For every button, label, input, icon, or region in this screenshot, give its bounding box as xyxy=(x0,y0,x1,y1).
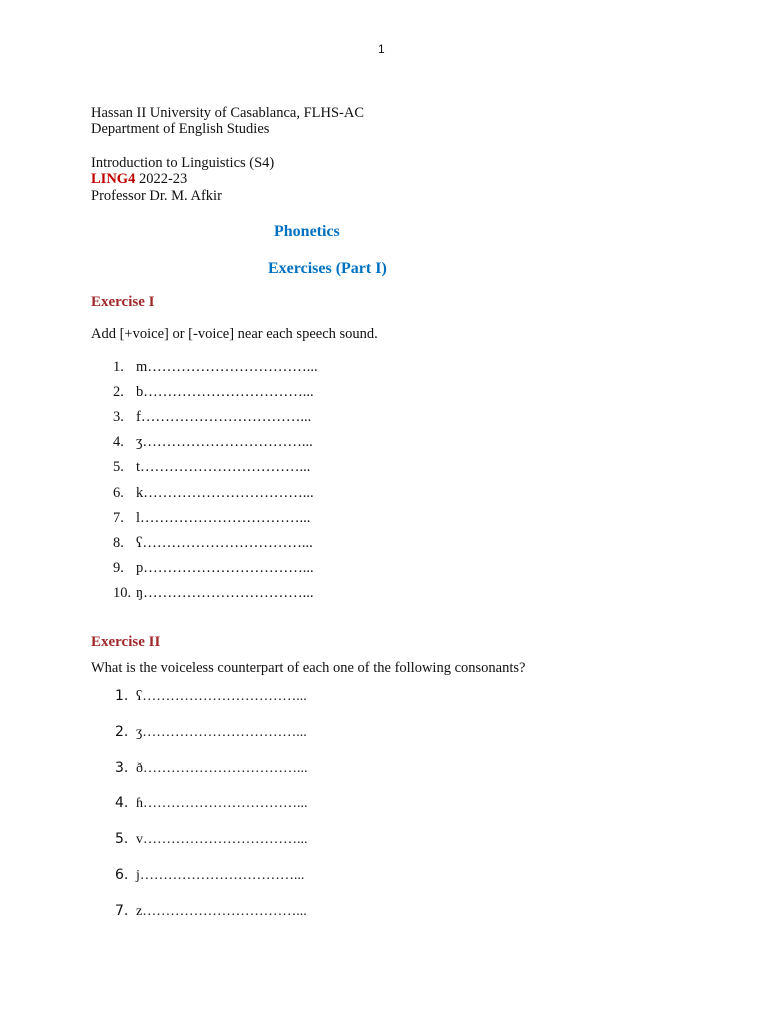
list-item xyxy=(113,585,314,601)
course-code: LING4 xyxy=(91,171,136,187)
list-item xyxy=(113,359,318,375)
list-item xyxy=(115,724,307,741)
list-item-number: 2. xyxy=(113,384,124,401)
course-title: Introduction to Linguistics (S4) xyxy=(91,155,275,171)
list-item-number: 1. xyxy=(113,359,124,375)
list-item-text: ʒ……………………………... xyxy=(136,724,307,740)
list-item-number: 9. xyxy=(113,559,124,576)
list-item-text: ʒ……………………………... xyxy=(136,434,313,451)
list-item-number: 10. xyxy=(113,584,132,601)
list-item xyxy=(113,510,310,526)
list-item xyxy=(113,535,313,551)
course-line xyxy=(91,171,187,187)
list-item-number: 3. xyxy=(115,759,129,776)
list-item xyxy=(115,867,304,884)
exercise1-heading: Exercise I xyxy=(91,294,155,310)
exercise1-instruction: Add [+voice] or [-voice] near each speech sound. xyxy=(91,326,378,342)
list-item xyxy=(113,485,314,501)
list-item-text: p……………………………... xyxy=(136,559,314,576)
list-item-text: t……………………………... xyxy=(136,459,311,476)
list-item-number: 4. xyxy=(113,434,124,451)
page-number: 1 xyxy=(378,42,385,56)
department-name: Department of English Studies xyxy=(91,121,270,137)
list-item-number: 1. xyxy=(115,688,129,704)
list-item xyxy=(115,688,307,705)
list-item-number: 5. xyxy=(115,831,129,848)
list-item-text: m……………………………... xyxy=(136,359,318,375)
list-item-text: l……………………………... xyxy=(136,509,311,526)
list-item-text: f……………………………... xyxy=(136,409,312,426)
list-item-text: ð……………………………... xyxy=(136,760,308,776)
list-item-number: 7. xyxy=(115,902,129,919)
professor-name: Professor Dr. M. Afkir xyxy=(91,188,222,204)
list-item-text: j……………………………... xyxy=(136,868,305,883)
list-item-text: ŋ……………………………... xyxy=(136,584,314,601)
list-item xyxy=(115,903,307,920)
list-item xyxy=(113,560,314,576)
list-item-number: 4. xyxy=(115,795,129,812)
list-item-number: 2. xyxy=(115,723,129,740)
list-item-text: k……………………………... xyxy=(136,484,314,501)
academic-year: 2022-23 xyxy=(135,171,188,187)
exercise2-heading: Exercise II xyxy=(91,634,161,650)
page-title: Phonetics xyxy=(274,223,340,240)
list-item-number: 8. xyxy=(113,534,124,551)
list-item-text: ɦ……………………………... xyxy=(136,796,308,812)
list-item-number: 6. xyxy=(113,484,124,501)
list-item-text: v……………………………... xyxy=(136,832,308,848)
list-item xyxy=(115,831,308,848)
list-item xyxy=(113,409,311,425)
list-item-number: 6. xyxy=(115,867,129,883)
list-item xyxy=(115,795,308,812)
list-item xyxy=(115,760,308,777)
list-item-number: 3. xyxy=(113,409,124,426)
list-item-text: b……………………………... xyxy=(136,384,314,401)
list-item xyxy=(113,434,313,450)
exercise2-instruction: What is the voiceless counterpart of each one of the following consonants? xyxy=(91,660,526,676)
list-item-number: 7. xyxy=(113,509,124,526)
list-item-text: ʕ……………………………... xyxy=(136,689,307,704)
list-item-number: 5. xyxy=(113,459,124,476)
list-item xyxy=(113,459,310,475)
university-name: Hassan II University of Casablanca, FLHS-AC xyxy=(91,105,365,121)
page-subtitle: Exercises (Part I) xyxy=(268,260,387,277)
list-item xyxy=(113,384,314,400)
list-item-text: z……………………………... xyxy=(136,903,307,919)
list-item-text: ʕ……………………………... xyxy=(136,534,313,551)
